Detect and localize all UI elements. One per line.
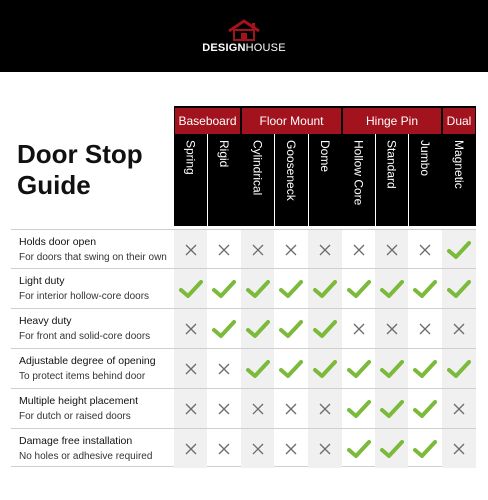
table-cell xyxy=(442,309,476,348)
cross-icon xyxy=(353,323,365,335)
cross-icon xyxy=(218,443,230,455)
cross-icon xyxy=(285,244,297,256)
check-icon xyxy=(279,359,303,379)
table-cell xyxy=(375,429,408,468)
table-cell xyxy=(174,349,207,388)
check-icon xyxy=(413,439,437,459)
column-label: Standard xyxy=(384,140,399,189)
table-cell xyxy=(274,349,308,388)
check-icon xyxy=(347,439,371,459)
table-cell xyxy=(241,349,274,388)
feature-title: Damage free installation xyxy=(19,435,133,447)
cross-icon xyxy=(353,244,365,256)
feature-description: To protect items behind door xyxy=(19,371,146,382)
table-cell xyxy=(408,429,442,468)
check-icon xyxy=(380,359,404,379)
table-cell xyxy=(442,349,476,388)
check-icon xyxy=(212,279,236,299)
cross-icon xyxy=(419,244,431,256)
table-cell xyxy=(274,309,308,348)
table-cell xyxy=(375,309,408,348)
table-cell xyxy=(442,230,476,269)
table-cell xyxy=(375,269,408,308)
cross-icon xyxy=(218,403,230,415)
column-header-spring xyxy=(174,140,207,224)
table-cell xyxy=(174,429,207,468)
table-cell xyxy=(442,389,476,428)
check-icon xyxy=(380,399,404,419)
check-icon xyxy=(179,279,203,299)
feature-description: For doors that swing on their own xyxy=(19,252,167,263)
table-row xyxy=(11,348,476,387)
table-cell xyxy=(342,429,375,468)
check-icon xyxy=(246,319,270,339)
table-cell xyxy=(342,309,375,348)
table-cell xyxy=(408,269,442,308)
table-cell xyxy=(207,230,241,269)
table-cell xyxy=(207,389,241,428)
table-cell xyxy=(207,349,241,388)
check-icon xyxy=(447,240,471,260)
brand-header xyxy=(0,0,488,72)
page-title-line2: Guide xyxy=(17,170,91,200)
cross-icon xyxy=(218,363,230,375)
table-cell xyxy=(174,309,207,348)
cross-icon xyxy=(185,443,197,455)
row-label xyxy=(19,314,150,344)
cross-icon xyxy=(185,244,197,256)
cross-icon xyxy=(386,244,398,256)
check-icon xyxy=(313,359,337,379)
column-header-magnetic xyxy=(442,140,476,224)
cross-icon xyxy=(185,323,197,335)
table-cell xyxy=(241,389,274,428)
column-header-cylindrical xyxy=(241,140,274,224)
check-icon xyxy=(447,359,471,379)
feature-title: Holds door open xyxy=(19,236,97,248)
table-cell xyxy=(174,389,207,428)
check-icon xyxy=(212,319,236,339)
feature-description: No holes or adhesive required xyxy=(19,451,153,462)
check-icon xyxy=(279,279,303,299)
cross-icon xyxy=(218,244,230,256)
column-header-dome xyxy=(308,140,342,224)
check-icon xyxy=(246,359,270,379)
check-icon xyxy=(413,399,437,419)
table-row xyxy=(11,308,476,347)
check-icon xyxy=(380,279,404,299)
column-header-gooseneck xyxy=(274,140,308,224)
brand-name-light: HOUSE xyxy=(245,41,286,54)
check-icon xyxy=(246,279,270,299)
table-cell xyxy=(241,429,274,468)
table-cell xyxy=(308,269,342,308)
column-label: Rigid xyxy=(217,140,231,168)
table-cell xyxy=(342,349,375,388)
table-cell xyxy=(274,269,308,308)
cross-icon xyxy=(453,403,465,415)
cross-icon xyxy=(252,403,264,415)
cross-icon xyxy=(185,363,197,375)
check-icon xyxy=(347,399,371,419)
table-cell xyxy=(408,389,442,428)
check-icon xyxy=(279,319,303,339)
column-header-rigid xyxy=(207,140,241,224)
feature-title: Heavy duty xyxy=(19,315,72,327)
column-label: Spring xyxy=(183,140,198,175)
table-cell xyxy=(207,429,241,468)
table-cell xyxy=(375,230,408,269)
table-cell xyxy=(274,230,308,269)
table-row xyxy=(11,229,476,268)
cross-icon xyxy=(453,323,465,335)
table-cell xyxy=(241,230,274,269)
cross-icon xyxy=(252,443,264,455)
table-cell xyxy=(207,269,241,308)
table-cell xyxy=(342,230,375,269)
table-cell xyxy=(308,230,342,269)
check-icon xyxy=(313,319,337,339)
table-row xyxy=(11,388,476,427)
table-cell xyxy=(174,230,207,269)
check-icon xyxy=(347,359,371,379)
feature-title: Light duty xyxy=(19,275,65,287)
column-label: Hollow Core xyxy=(351,140,366,206)
column-label: Magnetic xyxy=(452,140,466,189)
table-cell xyxy=(442,269,476,308)
feature-description: For front and solid-core doors xyxy=(19,331,151,342)
table-cell xyxy=(274,389,308,428)
cross-icon xyxy=(285,443,297,455)
check-icon xyxy=(380,439,404,459)
table-cell xyxy=(207,309,241,348)
table-cell xyxy=(274,429,308,468)
row-label xyxy=(19,354,156,384)
page-title-line1: Door Stop xyxy=(17,139,143,169)
table-cell xyxy=(342,389,375,428)
table-cell xyxy=(408,349,442,388)
table-cell xyxy=(342,269,375,308)
page-title xyxy=(17,139,143,201)
check-icon xyxy=(447,279,471,299)
table-cell xyxy=(241,309,274,348)
table-cell xyxy=(408,230,442,269)
feature-description: For dutch or raised doors xyxy=(19,411,131,422)
column-label: Cylindrical xyxy=(250,140,265,196)
column-label: Dome xyxy=(318,140,332,173)
column-label: Jumbo xyxy=(418,140,432,177)
cross-icon xyxy=(419,323,431,335)
row-label xyxy=(19,274,149,304)
house-logo-icon xyxy=(226,19,262,41)
table-row xyxy=(11,268,476,307)
check-icon xyxy=(413,279,437,299)
brand-name-bold: DESIGN xyxy=(202,41,246,54)
cross-icon xyxy=(453,443,465,455)
cross-icon xyxy=(185,403,197,415)
brand-name xyxy=(202,42,286,54)
table-row xyxy=(11,428,476,467)
column-header-standard xyxy=(375,140,408,224)
cross-icon xyxy=(252,244,264,256)
table-cell xyxy=(375,349,408,388)
group-header-baseboard: Baseboard xyxy=(175,108,240,134)
feature-title: Adjustable degree of opening xyxy=(19,355,156,367)
cross-icon xyxy=(386,323,398,335)
column-header-hollow-core xyxy=(342,140,375,224)
cross-icon xyxy=(319,244,331,256)
table-cell xyxy=(408,309,442,348)
group-header-floor-mount: Floor Mount xyxy=(242,108,341,134)
row-label xyxy=(19,235,167,265)
feature-description: For interior hollow-core doors xyxy=(19,291,150,302)
table-cell xyxy=(442,429,476,468)
table-cell xyxy=(308,309,342,348)
table-cell xyxy=(174,269,207,308)
row-label xyxy=(19,434,152,464)
table-cell xyxy=(375,389,408,428)
table-cell xyxy=(308,349,342,388)
cross-icon xyxy=(319,443,331,455)
check-icon xyxy=(347,279,371,299)
column-header-jumbo xyxy=(408,140,442,224)
row-label xyxy=(19,394,138,424)
table-cell xyxy=(308,389,342,428)
cross-icon xyxy=(319,403,331,415)
group-header-hinge-pin: Hinge Pin xyxy=(343,108,441,134)
check-icon xyxy=(413,359,437,379)
column-label: Gooseneck xyxy=(284,140,298,201)
cross-icon xyxy=(285,403,297,415)
table-cell xyxy=(308,429,342,468)
group-header-dual: Dual xyxy=(443,108,475,134)
table-cell xyxy=(241,269,274,308)
feature-title: Multiple height placement xyxy=(19,395,139,407)
check-icon xyxy=(313,279,337,299)
